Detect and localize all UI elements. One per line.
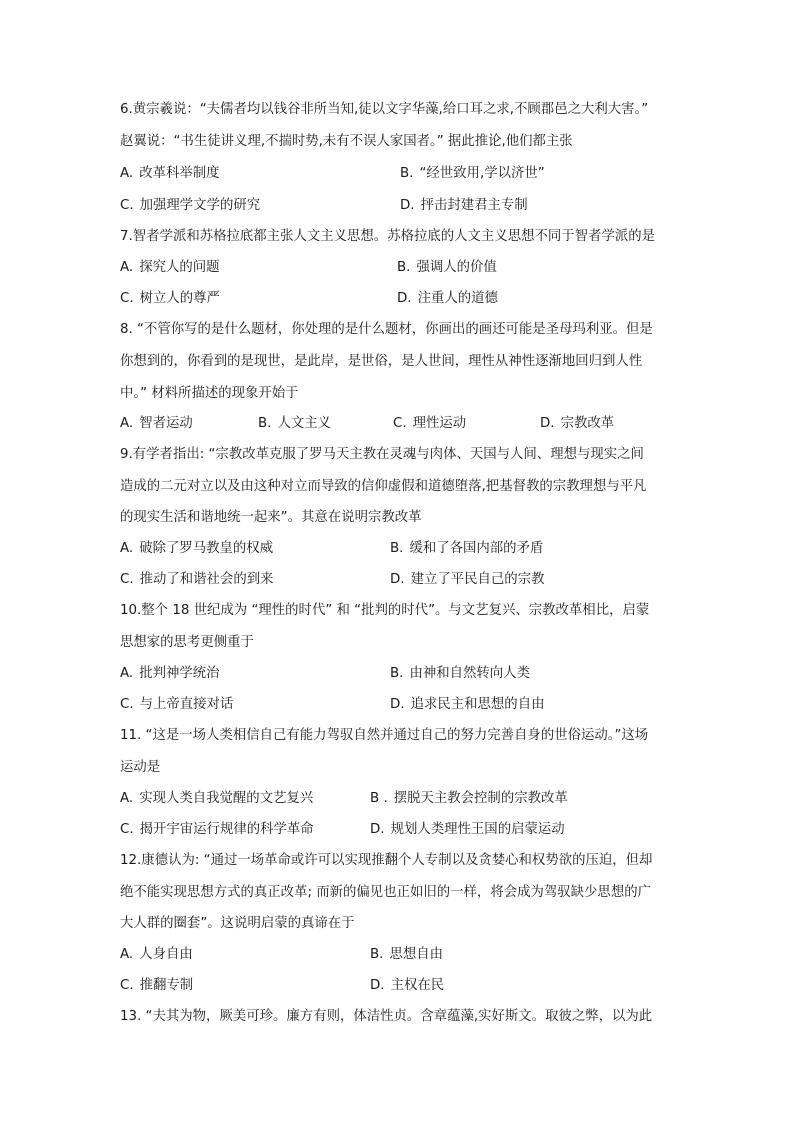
question-12-option-d[interactable] [370,976,444,996]
option-label: B. [258,416,272,431]
question-8-line-2: 你想到的，你看到的是现世，是此岸，是世俗，是人世间，理性从神性逐渐地回归到人性 [120,354,643,369]
question-10-line-1: 10.整个 18 世纪成为 “理性的时代” 和 “批判的时代”。与文艺复兴、宗教改革相比，启蒙 [120,603,650,618]
option-label: C. [120,978,134,993]
option-text: 思想自由 [389,947,444,962]
option-text: 强调人的价值 [416,260,497,275]
question-8-line-3: 中。” 材料所描述的现象开始于 [120,386,299,401]
question-8-option-a[interactable] [120,414,193,434]
question-7-option-b[interactable] [397,258,497,278]
option-label: C. [120,572,134,587]
option-text: 探究人的问题 [139,260,220,275]
question-9-option-a[interactable] [120,539,273,559]
option-label: D. [397,291,412,306]
question-12-line-2: 绝不能实现思想方式的真正改革; 而新的偏见也正如旧的一样，将会成为驾驭缺少思想的广 [120,885,651,900]
option-text: 注重人的道德 [417,291,498,306]
question-12-line-3: 大人群的圈套”。这说明启蒙的真谛在于 [120,916,355,931]
option-text: 加强理学文学的研究 [139,198,261,213]
option-text: 抨击封建君主专制 [420,198,528,213]
question-8-option-c[interactable] [393,414,466,434]
option-label: A. [120,166,134,181]
option-label: C. [120,697,134,712]
option-label: D. [370,978,385,993]
question-6-option-a[interactable] [120,164,220,184]
question-6-option-b[interactable] [400,164,545,184]
option-text: 人身自由 [139,947,193,962]
question-11-option-c[interactable] [120,820,314,840]
option-label: B. [370,947,384,962]
question-10-option-a[interactable] [120,664,220,684]
question-9-option-d[interactable] [390,570,544,590]
option-text: 人文主义 [277,416,332,431]
option-text: 树立人的尊严 [139,291,220,306]
option-text: 推翻专制 [139,978,194,993]
option-label: A. [120,791,134,806]
question-11-option-d[interactable] [370,820,565,840]
question-7-line-1: 7.智者学派和苏格拉底都主张人文主义思想。苏格拉底的人文主义思想不同于智者学派的是 [120,229,656,244]
option-text: 规划人类理性王国的启蒙运动 [390,822,565,837]
option-label: C. [120,822,134,837]
option-label: A. [120,416,134,431]
option-text: 建立了平民自己的宗教 [410,572,545,587]
option-text: 揭开宇宙运行规律的科学革命 [139,822,314,837]
question-6-line-2: 赵翼说：“书生徒讲义理,不揣时势,未有不误人家国者。” 据此推论,他们都主张 [120,134,573,149]
question-11-line-2: 运动是 [120,760,161,775]
option-label: B. [397,260,411,275]
option-text: 理性运动 [412,416,467,431]
option-label: D. [400,198,415,213]
option-text: 主权在民 [390,978,445,993]
question-12-line-1: 12.康德认为: “通过一场革命或许可以实现推翻个人专制以及贪婪心和权势欲的压迫，但却 [120,853,653,868]
option-label: C. [393,416,407,431]
question-11-line-1: 11. “这是一场人类相信自己有能力驾驭自然并通过自己的努力完善自身的世俗运动。”这场 [120,728,649,743]
question-10-option-c[interactable] [120,695,233,715]
option-label: D. [540,416,555,431]
option-text: “经世致用,学以济世” [419,166,545,181]
option-text: 推动了和谐社会的到来 [139,572,274,587]
question-7-option-c[interactable] [120,289,220,309]
option-text: 批判神学统治 [139,666,220,681]
option-label: B. [390,666,404,681]
question-8-option-b[interactable] [258,414,331,434]
option-text: 缓和了各国内部的矛盾 [409,541,544,556]
question-12-option-b[interactable] [370,945,443,965]
question-7-option-d[interactable] [397,289,498,309]
option-text: 由神和自然转向人类 [409,666,530,681]
option-label: C. [120,198,134,213]
option-label: D. [390,697,405,712]
option-text: 追求民主和思想的自由 [410,697,545,712]
question-9-line-3: 的现实生活和谐地统一起来”。其意在说明宗教改革 [120,510,422,525]
question-9-line-2: 造成的二元对立以及由这种对立而导致的信仰虚假和道德堕落,把基督教的宗教理想与平凡 [120,479,647,494]
question-6-line-1: 6.黄宗羲说：“夫儒者均以钱谷非所当知,徒以文字华藻,给口耳之求,不顾郡邑之大利大害。” [120,102,649,117]
question-7-option-a[interactable] [120,258,220,278]
option-text: 改革科举制度 [139,166,220,181]
question-6-option-c[interactable] [120,196,260,216]
question-8-line-1: 8. “不管你写的是什么题材，你处理的是什么题材，你画出的画还可能是圣母玛利亚。但是 [120,322,653,337]
option-label: A. [120,541,134,556]
question-13-line-1: 13. “夫其为物，厥美可珍。廉方有则，体洁性贞。含章蕴藻,实好斯文。取彼之弊，以为此 [120,1009,653,1024]
option-text: 实现人类自我觉醒的文艺复兴 [139,791,314,806]
option-label: D. [370,822,385,837]
question-6-option-d[interactable] [400,196,528,216]
question-10-option-d[interactable] [390,695,544,715]
option-text: 摆脱天主教会控制的宗教改革 [393,791,568,806]
question-9-option-b[interactable] [390,539,543,559]
question-12-option-a[interactable] [120,945,193,965]
option-text: 与上帝直接对话 [139,697,234,712]
option-text: 破除了罗马教皇的权威 [139,541,274,556]
option-text: 宗教改革 [560,416,615,431]
option-label: C. [120,291,134,306]
option-label: A. [120,666,134,681]
option-label: A. [120,947,134,962]
question-10-line-2: 思想家的思考更侧重于 [120,635,254,650]
option-label: B . [370,791,388,806]
option-text: 智者运动 [139,416,193,431]
question-9-line-1: 9.有学者指出: “宗教改革克服了罗马天主教在灵魂与肉体、天国与人间、理想与现实之间 [120,447,644,462]
question-11-option-b[interactable] [370,789,568,809]
question-8-option-d[interactable] [540,414,614,434]
question-9-option-c[interactable] [120,570,274,590]
option-label: A. [120,260,134,275]
option-label: B. [400,166,414,181]
question-10-option-b[interactable] [390,664,530,684]
option-label: B. [390,541,404,556]
question-12-option-c[interactable] [120,976,193,996]
option-label: D. [390,572,405,587]
question-11-option-a[interactable] [120,789,313,809]
